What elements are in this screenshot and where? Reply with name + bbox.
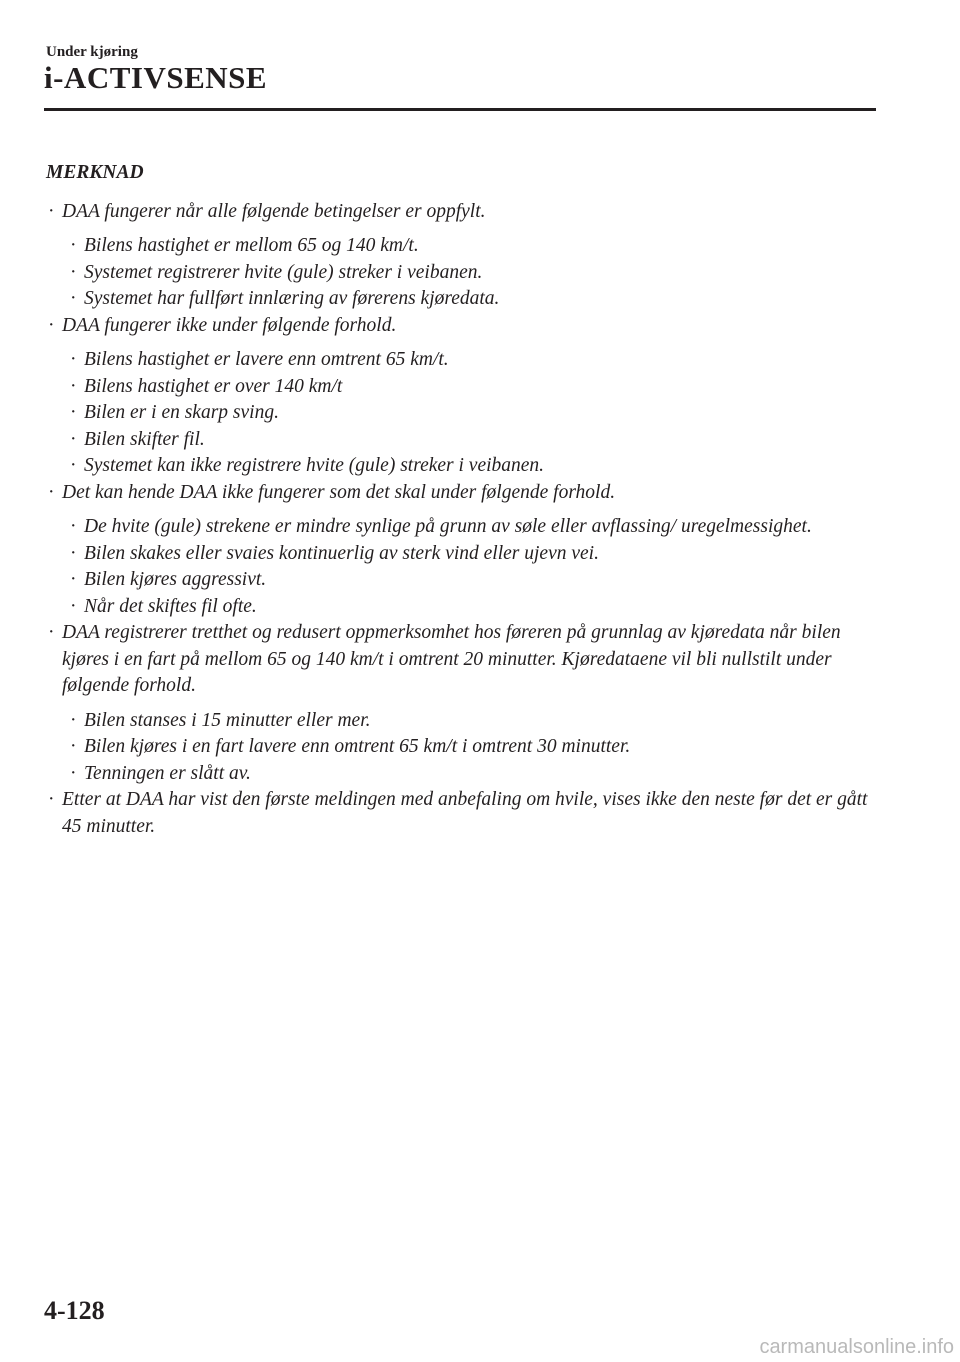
note-subitem-text: Bilen skifter fil. [84, 428, 205, 450]
bullet-icon: · [48, 789, 55, 810]
note-item [46, 620, 886, 700]
note-subitem [46, 427, 886, 454]
note-item-text: DAA fungerer ikke under følgende forhold. [62, 314, 397, 336]
note-item [46, 199, 886, 226]
bullet-icon: · [70, 349, 77, 370]
note-sublist [46, 708, 886, 788]
bullet-icon: · [48, 200, 55, 222]
note-subitem [46, 708, 886, 735]
bullet-icon: · [70, 261, 77, 283]
note-subitem-text: Bilen kjøres aggressivt. [84, 569, 267, 590]
bullet-icon: · [70, 375, 77, 397]
section-label: Under kjøring [46, 44, 138, 60]
note-subitem-text: Bilen er i en skarp sving. [84, 402, 279, 423]
note-subitem-text: Når det skiftes fil ofte. [84, 595, 257, 617]
note-subitem [46, 514, 886, 541]
note-subitem-text: Bilen skakes eller svaies kontinuerlig av sterk vind eller ujevn vei. [84, 542, 599, 564]
bullet-icon: · [70, 428, 77, 450]
bullet-icon: · [70, 542, 77, 564]
note-item-text: DAA registrerer tretthet og redusert oppmerksomhet hos føreren på grunnlag av kjøredata når bilen kjøres i en fart på mellom 65 og 140 km/t i omtrent 20 minutter. Kjøredataene vil bli nullstilt under følgende forhold. [62, 622, 841, 696]
bullet-icon: · [70, 235, 77, 256]
note-subitem [46, 761, 886, 788]
page-number: 4-128 [44, 1296, 105, 1325]
note-subitem [46, 594, 886, 621]
bullet-icon: · [70, 455, 77, 476]
note-sublist [46, 233, 886, 313]
note-subitem-text: Bilen stanses i 15 minutter eller mer. [84, 709, 371, 731]
bullet-icon: · [70, 709, 77, 731]
watermark: carmanualsonline.info [759, 1336, 954, 1358]
note-subitem [46, 347, 886, 374]
note-sublist [46, 347, 886, 480]
note-item-text: DAA fungerer når alle følgende betingelser er oppfylt. [62, 200, 486, 222]
note-subitem [46, 286, 886, 313]
bullet-icon: · [70, 762, 77, 784]
note-subitem [46, 567, 886, 594]
note-subitem [46, 541, 886, 568]
note-subitem [46, 260, 886, 287]
note-sublist [46, 514, 886, 620]
title-divider [44, 108, 876, 111]
note-subitem [46, 453, 886, 480]
note-subitem-text: Systemet kan ikke registrere hvite (gule) streker i veibanen. [84, 455, 545, 476]
note-subitem [46, 400, 886, 427]
note-subitem [46, 374, 886, 401]
note-item [46, 787, 886, 840]
bullet-icon: · [70, 288, 77, 309]
bullet-icon: · [48, 314, 55, 336]
note-item-text: Etter at DAA har vist den første meldingen med anbefaling om hvile, vises ikke den neste før det er gått 45 minutter. [62, 789, 868, 837]
bullet-icon: · [70, 736, 77, 757]
bullet-icon: · [70, 595, 77, 617]
note-item [46, 313, 886, 340]
note-item [46, 480, 886, 507]
note-subitem-text: Systemet har fullført innlæring av førerens kjøredata. [84, 288, 500, 309]
note-subitem-text: Bilens hastighet er lavere enn omtrent 65 km/t. [84, 349, 449, 370]
bullet-icon: · [70, 402, 77, 423]
note-list [46, 199, 886, 841]
bullet-icon: · [70, 516, 77, 537]
note-subitem-text: Bilens hastighet er mellom 65 og 140 km/t. [84, 235, 419, 256]
note-subitem-text: Bilen kjøres i en fart lavere enn omtrent 65 km/t i omtrent 30 minutter. [84, 736, 631, 757]
note-subitem-text: Tenningen er slått av. [84, 762, 251, 784]
note-subitem [46, 233, 886, 260]
note-subitem [46, 734, 886, 761]
note-subitem-text: De hvite (gule) strekene er mindre synlige på grunn av søle eller avflassing/ uregelmessighet. [84, 516, 812, 537]
note-block [46, 160, 886, 840]
note-subitem-text: Systemet registrerer hvite (gule) streker i veibanen. [84, 261, 483, 283]
bullet-icon: · [48, 622, 55, 643]
note-heading: MERKNAD [46, 162, 144, 183]
note-item-text: Det kan hende DAA ikke fungerer som det skal under følgende forhold. [62, 481, 616, 503]
note-subitem-text: Bilens hastighet er over 140 km/t [84, 375, 343, 397]
bullet-icon: · [70, 569, 77, 590]
bullet-icon: · [48, 481, 55, 503]
page-title: i-ACTIVSENSE [44, 60, 268, 95]
